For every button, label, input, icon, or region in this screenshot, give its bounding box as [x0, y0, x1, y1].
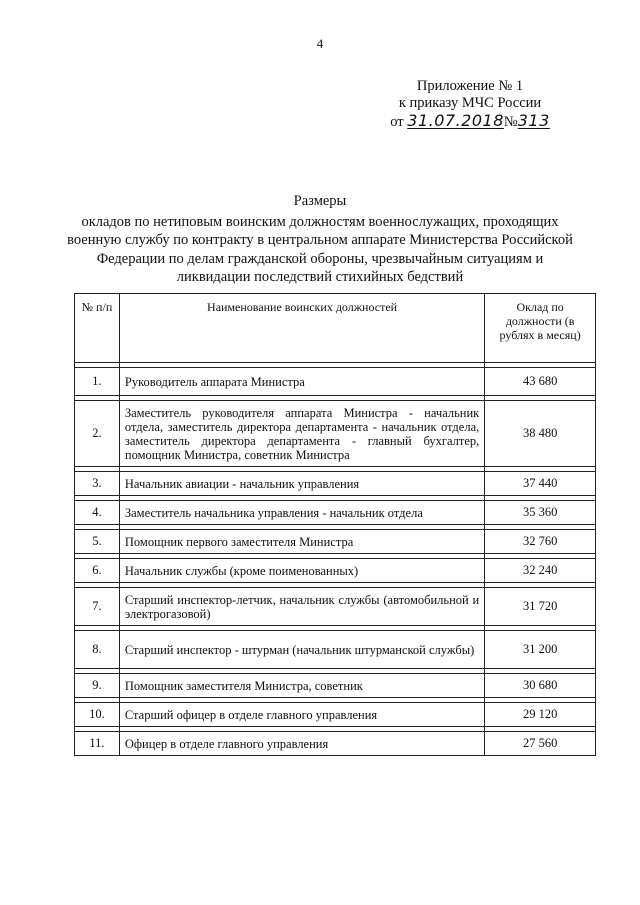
order-number: 313 [517, 111, 550, 130]
row-salary: 32 760 [485, 530, 596, 554]
row-position-name: Заместитель руководителя аппарата Министра - начальник отдела, заместитель директора департамента - начальник отдела, заместитель директора департамента - главный бухгалтер, помощник Министра, советник Министра [119, 401, 484, 467]
document-heading [60, 192, 580, 287]
table-body [75, 363, 596, 756]
heading-subtitle: окладов по нетиповым воинским должностям военнослужащих, проходящих военную службу по контракту в центральном аппарате Министерства Российской Федерации по делам гражданской обороны, чрезвычайным ситуациям и ликвидации последствий стихийных бедствий [67, 213, 573, 285]
table-row [75, 559, 596, 583]
row-number: 3. [75, 472, 120, 496]
row-number: 11. [75, 732, 120, 756]
row-number: 10. [75, 703, 120, 727]
row-number: 4. [75, 501, 120, 525]
row-position-name: Старший офицер в отделе главного управления [119, 703, 484, 727]
table-row [75, 631, 596, 669]
row-salary: 37 440 [485, 472, 596, 496]
table-row [75, 588, 596, 626]
table-header-row [75, 294, 596, 363]
row-position-name: Начальник авиации - начальник управления [119, 472, 484, 496]
table-row [75, 472, 596, 496]
row-salary: 32 240 [485, 559, 596, 583]
table-row [75, 401, 596, 467]
row-number: 9. [75, 674, 120, 698]
row-salary: 43 680 [485, 368, 596, 396]
salary-table [74, 293, 596, 756]
heading-title: Размеры [293, 193, 347, 209]
number-label: № [503, 114, 518, 130]
appendix-block [385, 78, 555, 131]
table-row [75, 368, 596, 396]
row-position-name: Помощник первого заместителя Министра [119, 530, 484, 554]
row-salary: 29 120 [485, 703, 596, 727]
appendix-order: к приказу МЧС России [398, 95, 542, 111]
row-salary: 35 360 [485, 501, 596, 525]
table-row [75, 501, 596, 525]
appendix-date-line [385, 112, 555, 131]
header-salary: Оклад по должности (в рублях в месяц) [485, 294, 596, 363]
row-number: 1. [75, 368, 120, 396]
row-position-name: Старший инспектор - штурман (начальник штурманской службы) [119, 631, 484, 669]
table-row [75, 732, 596, 756]
row-position-name: Руководитель аппарата Министра [119, 368, 484, 396]
row-position-name: Офицер в отделе главного управления [119, 732, 484, 756]
header-name: Наименование воинских должностей [119, 294, 484, 363]
row-salary: 30 680 [485, 674, 596, 698]
table-row [75, 530, 596, 554]
page-number: 4 [316, 36, 324, 51]
header-num: № п/п [75, 294, 120, 363]
row-number: 2. [75, 401, 120, 467]
row-position-name: Старший инспектор-летчик, начальник службы (автомобильной и электрогазовой) [119, 588, 484, 626]
table-row [75, 703, 596, 727]
row-salary: 31 720 [485, 588, 596, 626]
row-number: 6. [75, 559, 120, 583]
row-salary: 31 200 [485, 631, 596, 669]
row-position-name: Помощник заместителя Министра, советник [119, 674, 484, 698]
row-position-name: Заместитель начальника управления - начальник отдела [119, 501, 484, 525]
row-number: 5. [75, 530, 120, 554]
row-salary: 38 480 [485, 401, 596, 467]
order-date: 31.07.2018 [407, 111, 504, 130]
from-label: от [390, 114, 404, 130]
row-number: 8. [75, 631, 120, 669]
table-row [75, 674, 596, 698]
row-position-name: Начальник службы (кроме поименованных) [119, 559, 484, 583]
appendix-title: Приложение № 1 [416, 78, 524, 94]
row-salary: 27 560 [485, 732, 596, 756]
row-number: 7. [75, 588, 120, 626]
